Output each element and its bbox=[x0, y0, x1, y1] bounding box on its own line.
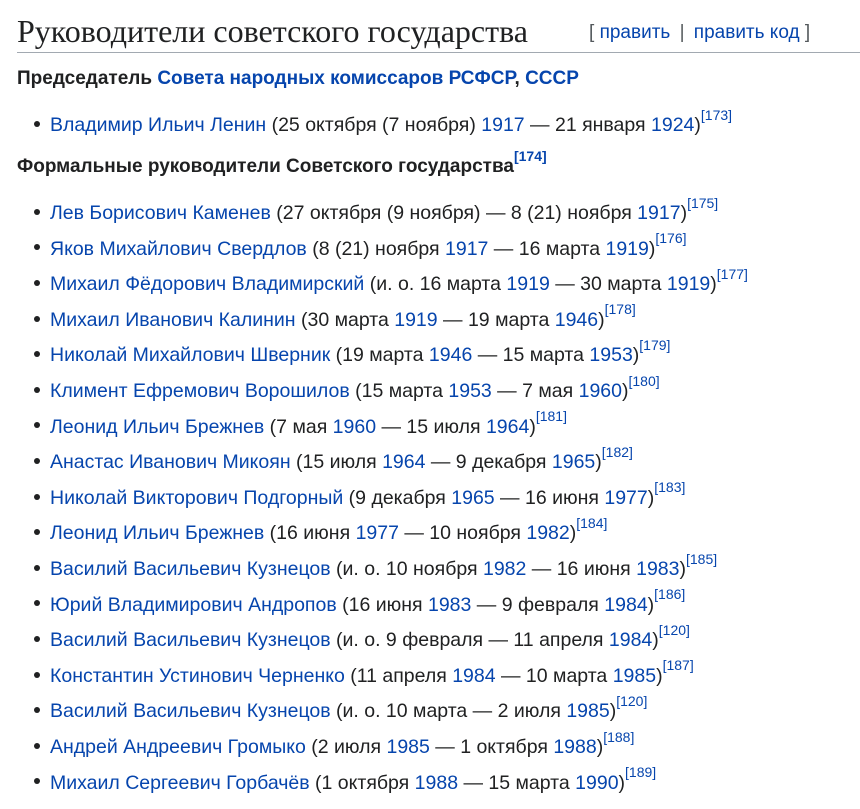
footnote-ref[interactable] bbox=[602, 444, 633, 460]
term-close: ) bbox=[529, 415, 536, 438]
year-link[interactable]: 1964 bbox=[485, 415, 530, 438]
footnote-ref[interactable] bbox=[659, 622, 690, 638]
year-link[interactable]: 1946 bbox=[554, 308, 599, 331]
term-close: ) bbox=[647, 593, 655, 616]
list-item bbox=[34, 479, 686, 510]
term-close: ) bbox=[632, 344, 640, 367]
year-link[interactable]: 1919 bbox=[666, 273, 711, 296]
bullet-icon bbox=[34, 422, 40, 428]
term-text: (7 мая bbox=[264, 415, 333, 438]
year-link[interactable]: 1984 bbox=[452, 664, 496, 687]
person-link[interactable]: Василий Васильевич Кузнецов bbox=[50, 629, 331, 652]
year-link[interactable]: 1984 bbox=[604, 593, 648, 616]
term-text: — 16 марта bbox=[488, 237, 606, 260]
footnote-ref[interactable] bbox=[663, 657, 694, 673]
footnote-link[interactable]: [120] bbox=[616, 692, 648, 709]
subheading-title: Формальные руководители Советского государства bbox=[17, 156, 514, 177]
footnote-ref[interactable] bbox=[514, 148, 547, 164]
term-text: — 15 марта bbox=[458, 771, 576, 794]
footnote-link[interactable]: [178] bbox=[604, 301, 636, 318]
subheading-sovnarkom bbox=[17, 67, 579, 91]
footnote-link[interactable]: [180] bbox=[628, 372, 660, 389]
year-link[interactable]: 1982 bbox=[482, 558, 527, 580]
edit-bracket-open: [ bbox=[589, 22, 595, 43]
list-item bbox=[34, 408, 567, 439]
bullet-icon bbox=[34, 529, 40, 535]
year-link[interactable]: 1983 bbox=[636, 558, 680, 580]
person-link[interactable]: Андрей Андреевич Громыко bbox=[50, 736, 306, 758]
list-item bbox=[34, 443, 633, 474]
term-text: — 10 ноября bbox=[398, 522, 527, 545]
footnote-link[interactable]: [189] bbox=[625, 764, 657, 781]
term-close: ) bbox=[680, 202, 688, 224]
year-link[interactable]: 1965 bbox=[451, 486, 495, 509]
footnote-ref[interactable] bbox=[628, 373, 659, 389]
list-item bbox=[34, 728, 635, 759]
edit-section-links bbox=[589, 22, 810, 44]
list-item bbox=[34, 621, 690, 652]
bullet-icon bbox=[34, 565, 40, 571]
term-text: (и. о. 9 февраля — 11 апреля bbox=[330, 629, 609, 652]
subheading-formal-leaders bbox=[17, 147, 547, 179]
year-link[interactable]: 1919 bbox=[394, 308, 438, 331]
footnote-ref[interactable] bbox=[639, 337, 670, 353]
term-text: — 30 марта bbox=[549, 273, 667, 296]
term-close: ) bbox=[595, 451, 602, 474]
list-item bbox=[34, 550, 718, 581]
term-text: (11 апреля bbox=[344, 664, 453, 687]
person-link[interactable]: Лев Борисович Каменев bbox=[50, 202, 271, 224]
edit-source-link[interactable]: править код bbox=[693, 22, 800, 43]
term-text: (25 октября (7 ноября) bbox=[266, 114, 482, 136]
year-link[interactable]: 1964 bbox=[382, 451, 426, 474]
bullet-icon bbox=[34, 707, 40, 713]
subheading-prefix: Председатель bbox=[17, 68, 153, 89]
term-text: — 9 декабря bbox=[425, 451, 552, 474]
term-close: ) bbox=[569, 522, 577, 545]
footnote-link[interactable]: [177] bbox=[716, 265, 748, 282]
term-close: ) bbox=[609, 700, 617, 723]
person-link[interactable]: Николай Викторович Подгорный bbox=[50, 486, 344, 509]
list-item bbox=[34, 657, 694, 688]
term-text: (27 октября (9 ноября) — 8 (21) ноября bbox=[270, 202, 638, 224]
footnote-link[interactable]: [176] bbox=[655, 230, 687, 247]
bullet-icon bbox=[34, 280, 40, 286]
bullet-icon bbox=[34, 387, 40, 393]
footnote-link[interactable]: [185] bbox=[685, 550, 718, 567]
footnote-link[interactable]: [174] bbox=[513, 147, 547, 164]
year-link[interactable]: 1982 bbox=[526, 522, 570, 545]
term-text: (15 марта bbox=[349, 380, 449, 402]
term-text: (8 (21) ноября bbox=[306, 237, 445, 260]
term-text: — 15 марта bbox=[472, 344, 590, 367]
year-link[interactable]: 1977 bbox=[355, 522, 399, 545]
footnote-link[interactable]: [183] bbox=[654, 479, 686, 496]
bullet-icon bbox=[34, 600, 40, 606]
year-link[interactable]: 1990 bbox=[575, 771, 619, 794]
term-text: (30 марта bbox=[295, 308, 395, 331]
bullet-icon bbox=[34, 316, 40, 322]
year-link[interactable]: 1924 bbox=[651, 114, 695, 136]
term-close: ) bbox=[648, 237, 656, 260]
bullet-icon bbox=[34, 244, 40, 250]
footnote-link[interactable]: [182] bbox=[601, 443, 633, 460]
list-item bbox=[34, 230, 687, 261]
person-link[interactable]: Юрий Владимирович Андропов bbox=[50, 593, 337, 616]
footnote-link[interactable]: [184] bbox=[576, 514, 608, 531]
bullet-icon bbox=[34, 458, 40, 464]
list-item bbox=[34, 194, 719, 225]
term-text: (1 октября bbox=[309, 771, 415, 794]
footnote-ref[interactable] bbox=[625, 764, 656, 780]
term-text: — 1 октября bbox=[429, 736, 554, 758]
person-link[interactable]: Василий Васильевич Кузнецов bbox=[50, 558, 331, 580]
footnote-link[interactable]: [187] bbox=[662, 657, 694, 674]
person-link[interactable]: Николай Михайлович Шверник bbox=[50, 344, 331, 367]
list-item bbox=[34, 301, 636, 332]
person-link[interactable]: Михаил Иванович Калинин bbox=[50, 308, 296, 331]
year-link[interactable]: 1988 bbox=[553, 736, 597, 758]
person-link[interactable]: Константин Устинович Черненко bbox=[50, 664, 345, 687]
person-link[interactable]: Леонид Ильич Брежнев bbox=[50, 415, 265, 438]
term-text: — 21 января bbox=[524, 114, 652, 136]
edit-separator: | bbox=[679, 22, 685, 43]
list-item bbox=[34, 106, 733, 137]
list-item bbox=[34, 265, 748, 296]
year-link[interactable]: 1946 bbox=[428, 344, 473, 367]
term-text: (и. о. 16 марта bbox=[364, 273, 507, 296]
term-text: — 10 марта bbox=[495, 664, 613, 687]
term-close: ) bbox=[710, 273, 717, 296]
sovnarkom-link[interactable]: Совета народных комиссаров РСФСР bbox=[157, 68, 515, 89]
term-close: ) bbox=[679, 558, 686, 580]
edit-bracket-close: ] bbox=[804, 22, 811, 43]
year-link[interactable]: 1960 bbox=[578, 380, 622, 402]
list-item bbox=[34, 692, 648, 723]
footnote-link[interactable]: [173] bbox=[700, 106, 733, 123]
term-close: ) bbox=[694, 114, 701, 136]
term-text: (16 июня bbox=[264, 522, 356, 545]
subheading-comma: , bbox=[514, 68, 520, 89]
bullet-icon bbox=[34, 494, 40, 500]
term-text: (19 марта bbox=[330, 344, 429, 367]
edit-link[interactable]: править bbox=[599, 22, 671, 43]
term-text: — 9 февраля bbox=[471, 593, 605, 616]
term-text: (и. о. 10 ноября bbox=[330, 558, 483, 580]
term-close: ) bbox=[656, 664, 663, 687]
bullet-icon bbox=[34, 209, 40, 215]
term-close: ) bbox=[598, 308, 605, 331]
term-close: ) bbox=[618, 771, 626, 794]
term-close: ) bbox=[596, 736, 604, 758]
person-link[interactable]: Анастас Иванович Микоян bbox=[50, 451, 291, 474]
term-text: (и. о. 10 марта — 2 июля bbox=[330, 700, 567, 723]
footnote-ref[interactable] bbox=[536, 408, 567, 424]
year-link[interactable]: 1965 bbox=[551, 451, 596, 474]
term-close: ) bbox=[652, 629, 659, 652]
footnote-ref[interactable] bbox=[616, 693, 647, 709]
year-link[interactable]: 1960 bbox=[332, 415, 377, 438]
year-link[interactable]: 1985 bbox=[612, 664, 657, 687]
person-link[interactable]: Владимир Ильич Ленин bbox=[50, 114, 267, 136]
list-item bbox=[34, 336, 671, 367]
person-link[interactable]: Василий Васильевич Кузнецов bbox=[50, 700, 331, 723]
bullet-icon bbox=[34, 778, 40, 784]
term-text: — 7 мая bbox=[491, 380, 579, 402]
footnote-ref[interactable] bbox=[605, 301, 636, 317]
list-item bbox=[34, 764, 657, 795]
footnote-ref[interactable] bbox=[701, 107, 732, 123]
ussr-link[interactable]: СССР bbox=[525, 68, 579, 89]
list-item bbox=[34, 372, 660, 403]
footnote-link[interactable]: [179] bbox=[639, 336, 671, 353]
bullet-icon bbox=[34, 743, 40, 749]
year-link[interactable]: 1988 bbox=[414, 771, 459, 794]
year-link[interactable]: 1985 bbox=[386, 736, 430, 758]
year-link[interactable]: 1984 bbox=[608, 629, 653, 652]
year-link[interactable]: 1919 bbox=[506, 273, 550, 296]
year-link[interactable]: 1985 bbox=[566, 700, 610, 723]
term-text: (15 июля bbox=[290, 451, 383, 474]
footnote-ref[interactable] bbox=[686, 551, 717, 567]
person-link[interactable]: Климент Ефремович Ворошилов bbox=[50, 380, 350, 402]
term-text: — 16 июня bbox=[526, 558, 637, 580]
bullet-icon bbox=[34, 636, 40, 642]
year-link[interactable]: 1953 bbox=[448, 380, 492, 402]
person-link[interactable]: Яков Михайлович Свердлов bbox=[50, 237, 307, 260]
footnote-ref[interactable] bbox=[687, 195, 718, 211]
section-heading bbox=[17, 10, 860, 53]
term-text: (9 декабря bbox=[343, 486, 452, 509]
year-link[interactable]: 1919 bbox=[605, 237, 649, 260]
term-text: — 19 марта bbox=[437, 308, 555, 331]
term-close: ) bbox=[621, 380, 629, 402]
footnote-ref[interactable] bbox=[654, 479, 685, 495]
footnote-link[interactable]: [175] bbox=[687, 194, 719, 211]
bullet-icon bbox=[34, 121, 40, 127]
year-link[interactable]: 1953 bbox=[589, 344, 633, 367]
footnote-ref[interactable] bbox=[654, 586, 685, 602]
list-item bbox=[34, 514, 608, 545]
person-link[interactable]: Леонид Ильич Брежнев bbox=[50, 522, 265, 545]
year-link[interactable]: 1983 bbox=[427, 593, 472, 616]
year-link[interactable]: 1917 bbox=[637, 202, 681, 224]
footnote-link[interactable]: [120] bbox=[658, 621, 690, 638]
list-item bbox=[34, 586, 686, 617]
section-title: Руководители советского государства bbox=[17, 13, 528, 49]
person-link[interactable]: Михаил Сергеевич Горбачёв bbox=[50, 771, 310, 794]
footnote-ref[interactable] bbox=[603, 729, 634, 745]
footnote-link[interactable]: [186] bbox=[654, 586, 686, 603]
footnote-ref[interactable] bbox=[717, 266, 748, 282]
term-text: — 15 июля bbox=[376, 415, 486, 438]
term-text: (2 июля bbox=[305, 736, 387, 758]
term-text: — 16 июня bbox=[494, 486, 605, 509]
footnote-link[interactable]: [188] bbox=[603, 728, 635, 745]
bullet-icon bbox=[34, 351, 40, 357]
year-link[interactable]: 1977 bbox=[604, 486, 648, 509]
term-text: (16 июня bbox=[336, 593, 428, 616]
year-link[interactable]: 1917 bbox=[445, 237, 489, 260]
footnote-ref[interactable] bbox=[655, 230, 686, 246]
term-close: ) bbox=[647, 486, 655, 509]
year-link[interactable]: 1917 bbox=[481, 114, 525, 136]
person-link[interactable]: Михаил Фёдорович Владимирский bbox=[50, 273, 365, 296]
footnote-link[interactable]: [181] bbox=[535, 408, 567, 425]
bullet-icon bbox=[34, 672, 40, 678]
footnote-ref[interactable] bbox=[576, 515, 607, 531]
